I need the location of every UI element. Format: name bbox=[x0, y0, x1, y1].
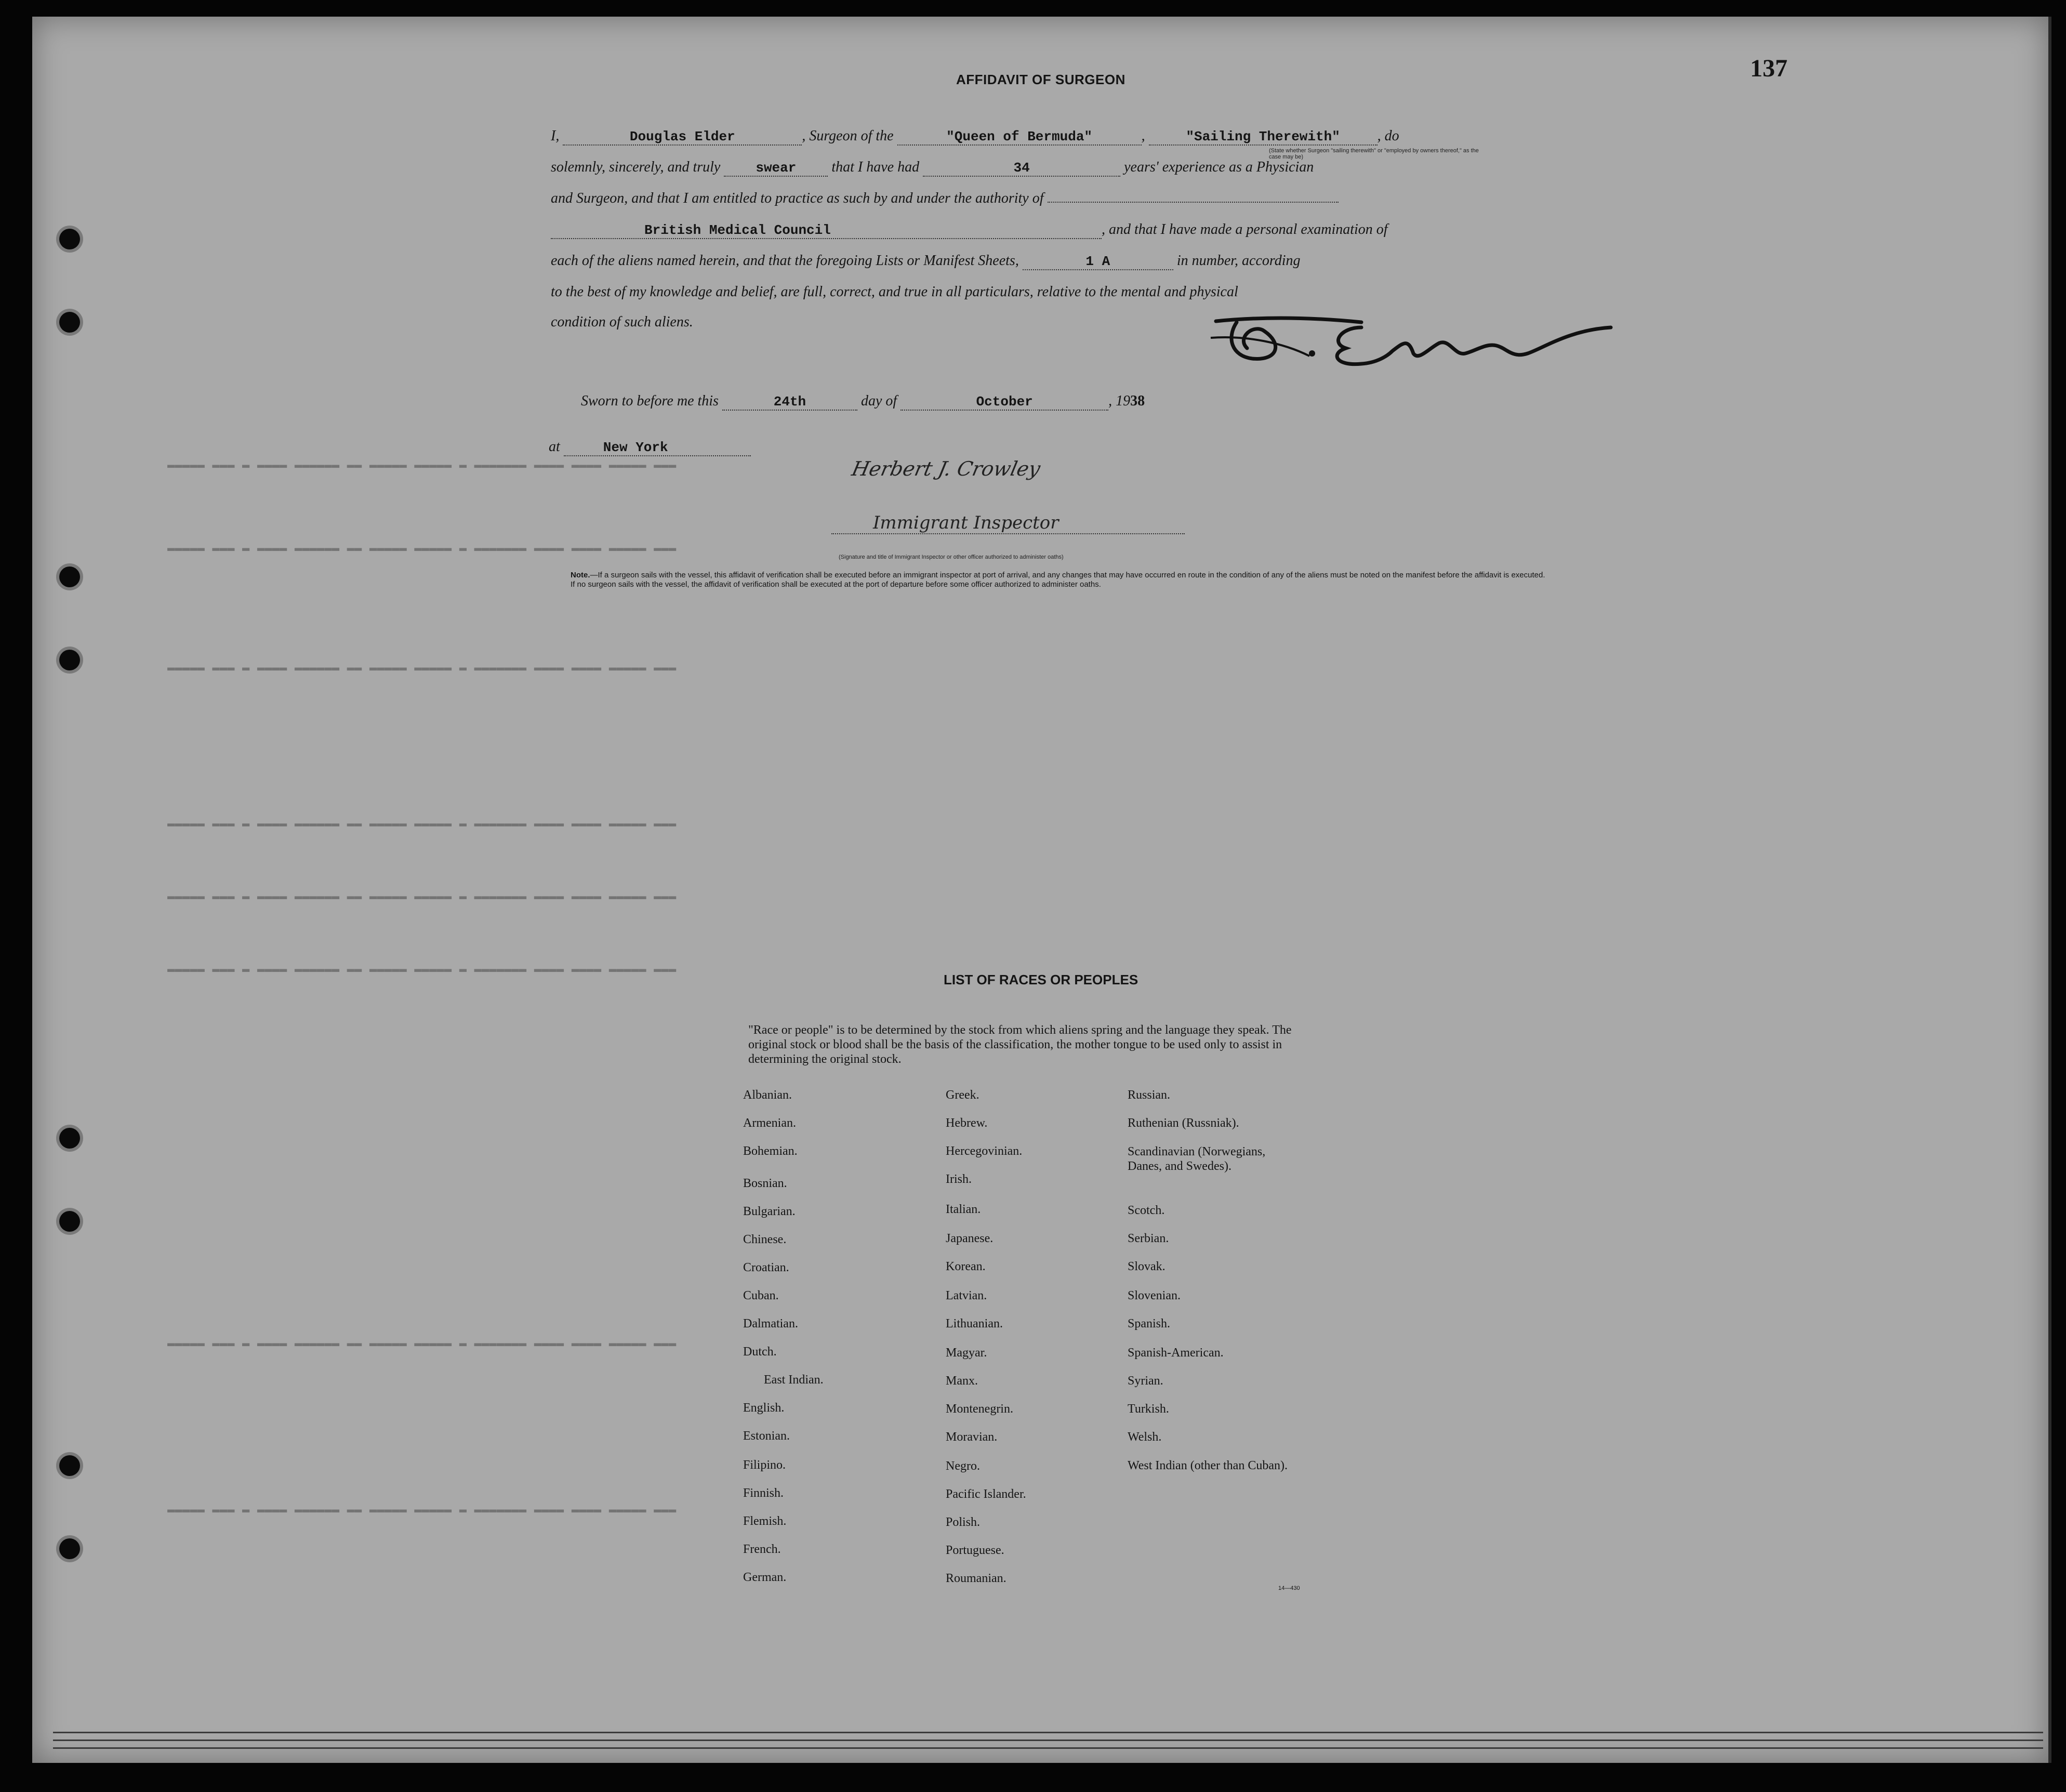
race-item: Filipino. bbox=[743, 1458, 786, 1472]
binder-hole bbox=[59, 229, 80, 249]
race-item: French. bbox=[743, 1543, 781, 1556]
race-item: East Indian. bbox=[764, 1373, 824, 1387]
affidavit-text: each of the aliens named herein, and that the foregoing Lists or Manifest Sheets, bbox=[551, 253, 1019, 269]
race-item: Armenian. bbox=[743, 1116, 796, 1130]
race-item: West Indian (other than Cuban). bbox=[1128, 1459, 1288, 1472]
race-item: Negro. bbox=[946, 1459, 980, 1473]
bleed-through-text: ▬▬▬▬▬ ▬▬▬ ▬ ▬▬▬▬ ▬▬▬▬▬▬ ▬▬ ▬▬▬▬▬ ▬▬▬▬▬ ▬ ▬▬▬▬▬▬▬ ▬▬▬▬ ▬▬▬▬ ▬▬▬▬▬ ▬▬▬ bbox=[167, 963, 677, 977]
race-item: Spanish-American. bbox=[1128, 1346, 1224, 1360]
race-item: Turkish. bbox=[1128, 1402, 1169, 1416]
ship-name-field: "Queen of Bermuda" bbox=[897, 129, 1142, 146]
race-item: Portuguese. bbox=[946, 1544, 1004, 1557]
race-item: Albanian. bbox=[743, 1088, 792, 1102]
bleed-through-text: ▬▬▬▬▬ ▬▬▬ ▬ ▬▬▬▬ ▬▬▬▬▬▬ ▬▬ ▬▬▬▬▬ ▬▬▬▬▬ ▬ ▬▬▬▬▬▬▬ ▬▬▬▬ ▬▬▬▬ ▬▬▬▬▬ ▬▬▬ bbox=[167, 458, 677, 472]
sworn-text: , 19 bbox=[1108, 393, 1131, 409]
binder-hole bbox=[59, 1211, 80, 1232]
sailing-status-field: "Sailing Therewith" bbox=[1149, 129, 1378, 146]
race-item: Polish. bbox=[946, 1516, 981, 1529]
sworn-year: 38 bbox=[1130, 393, 1145, 409]
race-item: Syrian. bbox=[1128, 1374, 1163, 1388]
bleed-through-text: ▬▬▬▬▬ ▬▬▬ ▬ ▬▬▬▬ ▬▬▬▬▬▬ ▬▬ ▬▬▬▬▬ ▬▬▬▬▬ ▬ ▬▬▬▬▬▬▬ ▬▬▬▬ ▬▬▬▬ ▬▬▬▬▬ ▬▬▬ bbox=[167, 1503, 677, 1517]
race-item: Montenegrin. bbox=[946, 1402, 1013, 1416]
race-item: Russian. bbox=[1128, 1088, 1171, 1102]
race-item: Slovenian. bbox=[1128, 1289, 1181, 1302]
race-item: Hebrew. bbox=[946, 1116, 988, 1130]
affidavit-text: condition of such aliens. bbox=[551, 314, 693, 330]
sworn-month-field: October bbox=[900, 394, 1108, 411]
race-item: Welsh. bbox=[1128, 1430, 1162, 1444]
sailing-status-note: (State whether Surgeon "sailing therewith" or "employed by owners thereof," as the case may be) bbox=[1269, 148, 1479, 160]
bleed-through-text: ▬▬▬▬▬ ▬▬▬ ▬ ▬▬▬▬ ▬▬▬▬▬▬ ▬▬ ▬▬▬▬▬ ▬▬▬▬▬ ▬ ▬▬▬▬▬▬▬ ▬▬▬▬ ▬▬▬▬ ▬▬▬▬▬ ▬▬▬ bbox=[167, 542, 677, 556]
place-line bbox=[549, 439, 751, 456]
bleed-through-text: ▬▬▬▬▬ ▬▬▬ ▬ ▬▬▬▬ ▬▬▬▬▬▬ ▬▬ ▬▬▬▬▬ ▬▬▬▬▬ ▬ ▬▬▬▬▬▬▬ ▬▬▬▬ ▬▬▬▬ ▬▬▬▬▬ ▬▬▬ bbox=[167, 661, 677, 675]
race-item: Scandinavian (Norwegians, Danes, and Swedes). bbox=[1128, 1145, 1266, 1173]
race-item: Lithuanian. bbox=[946, 1317, 1003, 1330]
races-title: LIST OF RACES OR PEOPLES bbox=[944, 972, 1138, 987]
affidavit-text: that I have had bbox=[831, 159, 920, 175]
binder-hole bbox=[59, 312, 80, 333]
race-item: Dalmatian. bbox=[743, 1317, 798, 1330]
affidavit-text: , bbox=[1141, 128, 1145, 144]
race-item: Hercegovinian. bbox=[946, 1144, 1023, 1158]
binder-hole bbox=[59, 1128, 80, 1149]
race-item: Bohemian. bbox=[743, 1144, 798, 1158]
sworn-day-field: 24th bbox=[722, 394, 857, 411]
race-item: Slovak. bbox=[1128, 1260, 1166, 1273]
affidavit-line-3 bbox=[551, 190, 1339, 207]
race-item: Bosnian. bbox=[743, 1177, 787, 1190]
race-item: Greek. bbox=[946, 1088, 979, 1102]
race-item: Scotch. bbox=[1128, 1204, 1165, 1217]
years-field: 34 bbox=[923, 160, 1120, 177]
race-item: Flemish. bbox=[743, 1514, 787, 1528]
sworn-text: Sworn to before me this bbox=[581, 393, 719, 409]
bleed-through-text: ▬▬▬▬▬ ▬▬▬ ▬ ▬▬▬▬ ▬▬▬▬▬▬ ▬▬ ▬▬▬▬▬ ▬▬▬▬▬ ▬ ▬▬▬▬▬▬▬ ▬▬▬▬ ▬▬▬▬ ▬▬▬▬▬ ▬▬▬ bbox=[167, 817, 677, 831]
race-item: Croatian. bbox=[743, 1261, 789, 1274]
affidavit-text: , do bbox=[1377, 128, 1399, 144]
race-item: Irish. bbox=[946, 1172, 972, 1186]
form-code: 14—430 bbox=[1278, 1585, 1300, 1591]
race-item: Bulgarian. bbox=[743, 1205, 796, 1218]
binder-hole bbox=[59, 650, 80, 670]
affidavit-text: in number, according bbox=[1176, 253, 1301, 269]
affidavit-text: , Surgeon of the bbox=[802, 128, 894, 144]
affidavit-text: , and that I have made a personal examination of bbox=[1102, 221, 1388, 238]
sworn-text: day of bbox=[860, 393, 897, 409]
race-item: Italian. bbox=[946, 1203, 981, 1216]
page-edge-line bbox=[53, 1740, 2043, 1741]
page-edge-line bbox=[53, 1732, 2043, 1733]
race-item: Chinese. bbox=[743, 1233, 787, 1246]
bleed-through-text: ▬▬▬▬▬ ▬▬▬ ▬ ▬▬▬▬ ▬▬▬▬▬▬ ▬▬ ▬▬▬▬▬ ▬▬▬▬▬ ▬ ▬▬▬▬▬▬▬ ▬▬▬▬ ▬▬▬▬ ▬▬▬▬▬ ▬▬▬ bbox=[167, 1337, 677, 1351]
page-edge-line bbox=[53, 1747, 2043, 1749]
page-number: 137 bbox=[1750, 55, 1787, 82]
binder-hole bbox=[59, 1455, 80, 1476]
race-item: Magyar. bbox=[946, 1346, 987, 1360]
race-item: English. bbox=[743, 1401, 785, 1415]
surgeon-signature bbox=[1206, 307, 1621, 374]
affidavit-line-2 bbox=[551, 159, 1314, 177]
race-item: Dutch. bbox=[743, 1345, 777, 1359]
race-item: Cuban. bbox=[743, 1289, 779, 1302]
note-label: Note. bbox=[571, 571, 590, 579]
race-item: Roumanian. bbox=[946, 1572, 1006, 1585]
race-item: Moravian. bbox=[946, 1430, 998, 1444]
race-item: Korean. bbox=[946, 1260, 986, 1273]
affidavit-text: to the best of my knowledge and belief, are full, correct, and true in all particulars, relative to the mental and physical bbox=[551, 284, 1238, 300]
inspector-signature: Herbert J. Crowley bbox=[850, 457, 1043, 480]
race-item: Japanese. bbox=[946, 1232, 994, 1245]
affidavit-line-4 bbox=[551, 221, 1388, 239]
binder-hole bbox=[59, 1538, 80, 1559]
manifest-sheet bbox=[32, 17, 2051, 1763]
sworn-text: at bbox=[549, 439, 560, 455]
affidavit-text: solemnly, sincerely, and truly bbox=[551, 159, 721, 175]
race-item: Finnish. bbox=[743, 1486, 784, 1500]
sheets-field: 1 A bbox=[1023, 254, 1173, 270]
note-line-2: If no surgeon sails with the vessel, the affidavit of verification shall be executed at the port of departure before some officer authorized to administer oaths. bbox=[571, 580, 1101, 589]
authority-field: British Medical Council bbox=[551, 222, 1102, 239]
sworn-place-field: New York bbox=[564, 440, 751, 456]
blank-field bbox=[1048, 202, 1339, 203]
affidavit-note bbox=[571, 571, 1547, 589]
affidavit-title: AFFIDAVIT OF SURGEON bbox=[956, 72, 1125, 87]
race-item: Spanish. bbox=[1128, 1317, 1171, 1330]
race-item: Latvian. bbox=[946, 1289, 987, 1302]
surgeon-name-field: Douglas Elder bbox=[563, 129, 802, 146]
affidavit-text: years' experience as a Physician bbox=[1124, 159, 1314, 175]
race-item: Serbian. bbox=[1128, 1232, 1169, 1245]
sworn-line bbox=[581, 393, 1145, 411]
signature-caption: (Signature and title of Immigrant Inspector or other officer authorized to administer oaths) bbox=[839, 554, 1064, 560]
inspector-title: Immigrant Inspector bbox=[831, 512, 1185, 534]
race-item: Ruthenian (Russniak). bbox=[1128, 1116, 1239, 1130]
affidavit-line-1 bbox=[551, 128, 1399, 146]
affidavit-line-7 bbox=[551, 314, 693, 331]
affidavit-line-5 bbox=[551, 253, 1301, 270]
race-item: Estonian. bbox=[743, 1429, 790, 1443]
affidavit-text: and Surgeon, and that I am entitled to practice as such by and under the authority of bbox=[551, 190, 1044, 206]
race-item: German. bbox=[743, 1571, 787, 1584]
affidavit-line-6 bbox=[551, 284, 1238, 300]
note-line-1: —If a surgeon sails with the vessel, this affidavit of verification shall be executed before an immigrant inspector at port of arrival, and any changes that may have occurred en route in the condition of any of the aliens must be noted on the manifest before the affidavit is executed. bbox=[590, 571, 1545, 579]
races-intro: "Race or people" is to be determined by the stock from which aliens spring and the language they speak. The original stock or blood shall be the basis of the classification, the mother tongue to be used only to assist in determining the original stock. bbox=[748, 1023, 1292, 1066]
affidavit-text: I, bbox=[551, 128, 560, 144]
race-item: Manx. bbox=[946, 1374, 978, 1388]
bleed-through-text: ▬▬▬▬▬ ▬▬▬ ▬ ▬▬▬▬ ▬▬▬▬▬▬ ▬▬ ▬▬▬▬▬ ▬▬▬▬▬ ▬ ▬▬▬▬▬▬▬ ▬▬▬▬ ▬▬▬▬ ▬▬▬▬▬ ▬▬▬ bbox=[167, 890, 677, 904]
oath-field: swear bbox=[724, 160, 828, 177]
race-item: Pacific Islander. bbox=[946, 1487, 1026, 1501]
binder-hole bbox=[59, 566, 80, 587]
